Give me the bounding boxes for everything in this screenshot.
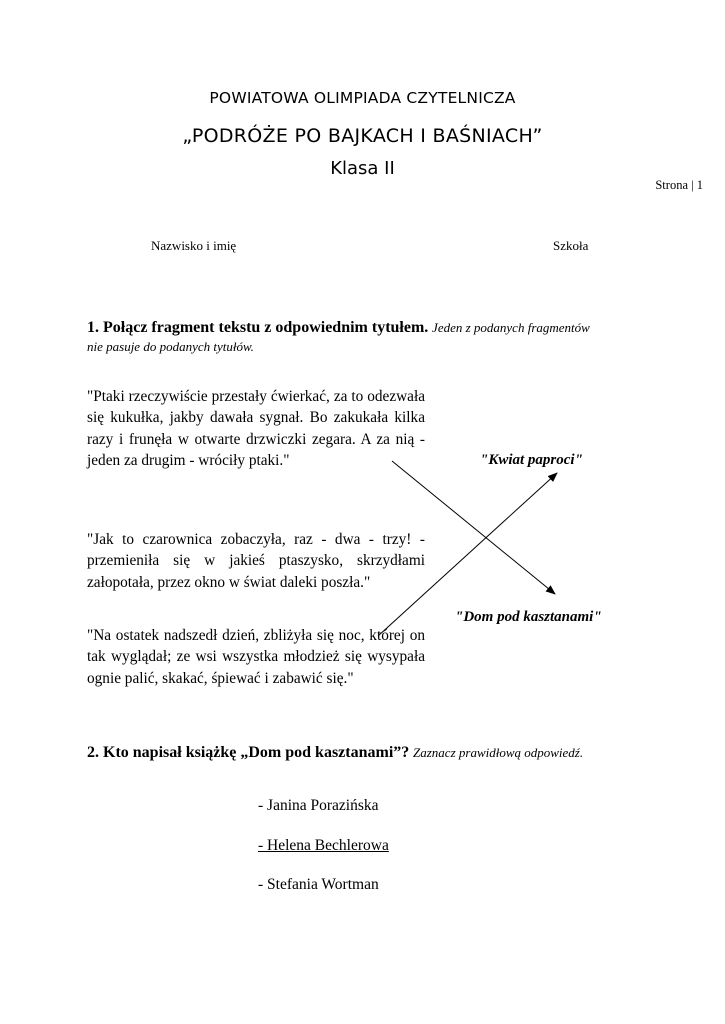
school-field-label: Szkoła — [553, 238, 589, 253]
competition-title: POWIATOWA OLIMPIADA CZYTELNICZA — [209, 89, 516, 107]
question-2-text: 2. Kto napisał książkę „Dom pod kasztanami”? — [87, 744, 410, 761]
fragment-3: "Na ostatek nadszedł dzień, zbliżyła się noc, której on tak wyglądał; ze wsi wszystka młodzież się wysypała ognie palić, skakać, śpiewać i zabawić się." — [87, 627, 425, 687]
answer-option-3[interactable]: - Stefania Wortman — [258, 876, 379, 893]
fragment-2: "Jak to czarownica zobaczyła, raz - dwa - trzy! - przemieniła się w jakieś ptaszysko, skrzydłami załopotała, przez okno w świat daleki poszła." — [87, 531, 425, 591]
fragment-1: "Ptaki rzeczywiście przestały ćwierkać, za to odezwała się kukułka, jakby dawała sygnał. Bo zakukała kilka razy i frunęła w otwarte drzwiczki zegara. A za nią - jeden za drugim - wróciły ptaki." — [87, 388, 425, 469]
title-kwiat-paproci[interactable]: "Kwiat paproci" — [480, 452, 583, 468]
answer-option-1[interactable]: - Janina Porazińska — [258, 797, 379, 814]
question-1-text: 1. Połącz fragment tekstu z odpowiednim tytułem. — [87, 319, 429, 336]
class-label: Klasa II — [330, 158, 395, 179]
question-2-heading — [87, 744, 583, 762]
theme-title: „PODRÓŻE PO BAJKACH I BAŚNIACH” — [182, 125, 543, 147]
title-dom-pod-kasztanami[interactable]: "Dom pod kasztanami" — [455, 609, 602, 625]
question-2-instruction: Zaznacz prawidłową odpowiedź. — [413, 745, 584, 760]
question-1-instruction-cont: nie pasuje do podanych tytułów. — [87, 339, 254, 354]
question-1-instruction: Jeden z podanych fragmentów — [432, 320, 590, 335]
match-line-fragment1-to-dom — [392, 461, 555, 594]
match-line-fragment3-to-kwiat — [378, 473, 557, 636]
page-number: Strona | 1 — [655, 178, 703, 192]
name-field-label: Nazwisko i imię — [151, 238, 237, 253]
answer-option-2-selected[interactable]: - Helena Bechlerowa — [258, 837, 389, 854]
